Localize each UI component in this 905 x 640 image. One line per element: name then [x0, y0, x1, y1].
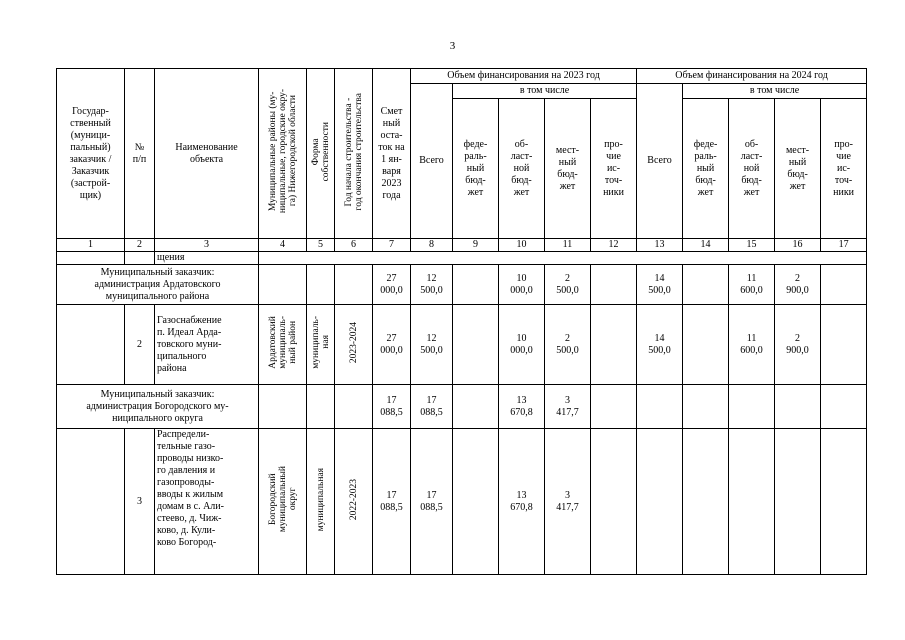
group-total-2024 [637, 385, 683, 429]
object-total-2023: 12 500,0 [411, 305, 453, 385]
object-years [335, 429, 373, 575]
header-including-2023: в том числе [453, 84, 637, 99]
object-ownership-text: муниципальная [315, 467, 326, 532]
header-total-2023: Всего [411, 84, 453, 239]
group-other-2024 [821, 385, 867, 429]
group-total-2024: 14 500,0 [637, 265, 683, 305]
empty-cell [57, 305, 125, 385]
header-total-2024: Всего [637, 84, 683, 239]
object-row-3 [57, 429, 867, 575]
object-district-text: Богородский муниципальный округ [267, 466, 298, 533]
col-number: 5 [307, 239, 335, 252]
object-name: Распредели- тельные газо- проводы низко- го давления и газопроводы- вводы к жилым домам в с. Али- стеево, д. Чиж- ково, д. Кули- ково Богород- [155, 429, 259, 575]
object-regional-2024: 11 600,0 [729, 305, 775, 385]
col-number: 11 [545, 239, 591, 252]
col-number: 6 [335, 239, 373, 252]
object-federal-2023 [453, 429, 499, 575]
object-ownership-text: муниципаль- ная [310, 316, 331, 369]
empty-cell [259, 385, 307, 429]
empty-cell [259, 252, 867, 265]
object-row-2 [57, 305, 867, 385]
object-name: Газоснабжение п. Идеал Арда- товского муни- ципального района [155, 305, 259, 385]
empty-cell [307, 385, 335, 429]
group-total-2023: 17 088,5 [411, 385, 453, 429]
header-federal-2024: феде- раль- ный бюд- жет [683, 99, 729, 239]
group-regional-2023: 10 000,0 [499, 265, 545, 305]
object-total-2024: 14 500,0 [637, 305, 683, 385]
group-regional-2024 [729, 385, 775, 429]
group-federal-2023 [453, 265, 499, 305]
group-other-2023 [591, 265, 637, 305]
object-regional-2024 [729, 429, 775, 575]
col-number: 10 [499, 239, 545, 252]
group-local-2023: 3 417,7 [545, 385, 591, 429]
col-number: 9 [453, 239, 499, 252]
object-total-2023: 17 088,5 [411, 429, 453, 575]
empty-cell [259, 265, 307, 305]
object-federal-2024 [683, 305, 729, 385]
header-districts [259, 69, 307, 239]
group-remainder: 17 088,5 [373, 385, 411, 429]
header-other-2023: про- чие ис- точ- ники [591, 99, 637, 239]
object-federal-2024 [683, 429, 729, 575]
col-number: 15 [729, 239, 775, 252]
col-number: 14 [683, 239, 729, 252]
header-fin-2024: Объем финансирования на 2024 год [637, 69, 867, 84]
col-number: 7 [373, 239, 411, 252]
header-years [335, 69, 373, 239]
group-row-bogorodsk [57, 385, 867, 429]
header-including-2024: в том числе [683, 84, 867, 99]
object-other-2023 [591, 429, 637, 575]
group-regional-2024: 11 600,0 [729, 265, 775, 305]
financing-table [56, 68, 867, 575]
header-row-1 [57, 69, 867, 84]
empty-cell [57, 252, 125, 265]
object-years-text: 2023-2024 [348, 321, 359, 364]
group-other-2023 [591, 385, 637, 429]
object-other-2024 [821, 305, 867, 385]
col-number: 12 [591, 239, 637, 252]
group-customer: Муниципальный заказчик: администрация Ардатовского муниципального района [57, 265, 259, 305]
col-number: 3 [155, 239, 259, 252]
header-other-2024: про- чие ис- точ- ники [821, 99, 867, 239]
empty-cell [307, 265, 335, 305]
group-total-2023: 12 500,0 [411, 265, 453, 305]
header-ownership [307, 69, 335, 239]
object-years [335, 305, 373, 385]
col-number: 1 [57, 239, 125, 252]
group-federal-2024 [683, 265, 729, 305]
group-regional-2023: 13 670,8 [499, 385, 545, 429]
group-local-2024 [775, 385, 821, 429]
header-object-name: Наименование объекта [155, 69, 259, 239]
object-district [259, 305, 307, 385]
col-number: 13 [637, 239, 683, 252]
object-local-2024: 2 900,0 [775, 305, 821, 385]
object-remainder: 17 088,5 [373, 429, 411, 575]
header-fin-2023: Объем финансирования на 2023 год [411, 69, 637, 84]
header-years-text: Год начала строительства - год окончания строительства [343, 92, 364, 211]
object-federal-2023 [453, 305, 499, 385]
empty-cell [125, 252, 155, 265]
group-local-2023: 2 500,0 [545, 265, 591, 305]
group-federal-2023 [453, 385, 499, 429]
col-number: 2 [125, 239, 155, 252]
object-district-text: Ардатовский муниципаль- ный район [267, 316, 298, 369]
header-districts-text: Муниципальные районы (му- ниципальные, городские окру- га) Нижегородской области [267, 89, 298, 214]
empty-cell [335, 385, 373, 429]
header-remainder: Смет ный оста- ток на 1 ян- варя 2023 года [373, 69, 411, 239]
header-regional-2024: об- ласт- ной бюд- жет [729, 99, 775, 239]
object-local-2024 [775, 429, 821, 575]
empty-cell [335, 265, 373, 305]
group-remainder: 27 000,0 [373, 265, 411, 305]
object-num: 2 [125, 305, 155, 385]
group-federal-2024 [683, 385, 729, 429]
col-number: 8 [411, 239, 453, 252]
col-number: 4 [259, 239, 307, 252]
object-district [259, 429, 307, 575]
col-number: 17 [821, 239, 867, 252]
object-total-2024 [637, 429, 683, 575]
group-local-2024: 2 900,0 [775, 265, 821, 305]
object-other-2024 [821, 429, 867, 575]
object-num: 3 [125, 429, 155, 575]
object-ownership [307, 305, 335, 385]
object-regional-2023: 10 000,0 [499, 305, 545, 385]
group-customer: Муниципальный заказчик: администрация Богородского му- ниципального округа [57, 385, 259, 429]
group-other-2024 [821, 265, 867, 305]
header-federal-2023: феде- раль- ный бюд- жет [453, 99, 499, 239]
column-numbers-row [57, 239, 867, 252]
object-local-2023: 2 500,0 [545, 305, 591, 385]
object-remainder: 27 000,0 [373, 305, 411, 385]
header-customer: Государ- ственный (муници- пальный) заказчик / Заказчик (застрой- щик) [57, 69, 125, 239]
object-regional-2023: 13 670,8 [499, 429, 545, 575]
header-ownership-text: Форма собственности [310, 121, 331, 182]
object-other-2023 [591, 305, 637, 385]
group-row-ardatov [57, 265, 867, 305]
col-number: 16 [775, 239, 821, 252]
object-ownership [307, 429, 335, 575]
header-regional-2023: об- ласт- ной бюд- жет [499, 99, 545, 239]
empty-cell [57, 429, 125, 575]
page-number: 3 [449, 40, 456, 52]
continuation-text: щения [155, 252, 259, 265]
continuation-row [57, 252, 867, 265]
object-local-2023: 3 417,7 [545, 429, 591, 575]
header-num: № п/п [125, 69, 155, 239]
header-local-2024: мест- ный бюд- жет [775, 99, 821, 239]
header-local-2023: мест- ный бюд- жет [545, 99, 591, 239]
object-years-text: 2022-2023 [348, 478, 359, 521]
